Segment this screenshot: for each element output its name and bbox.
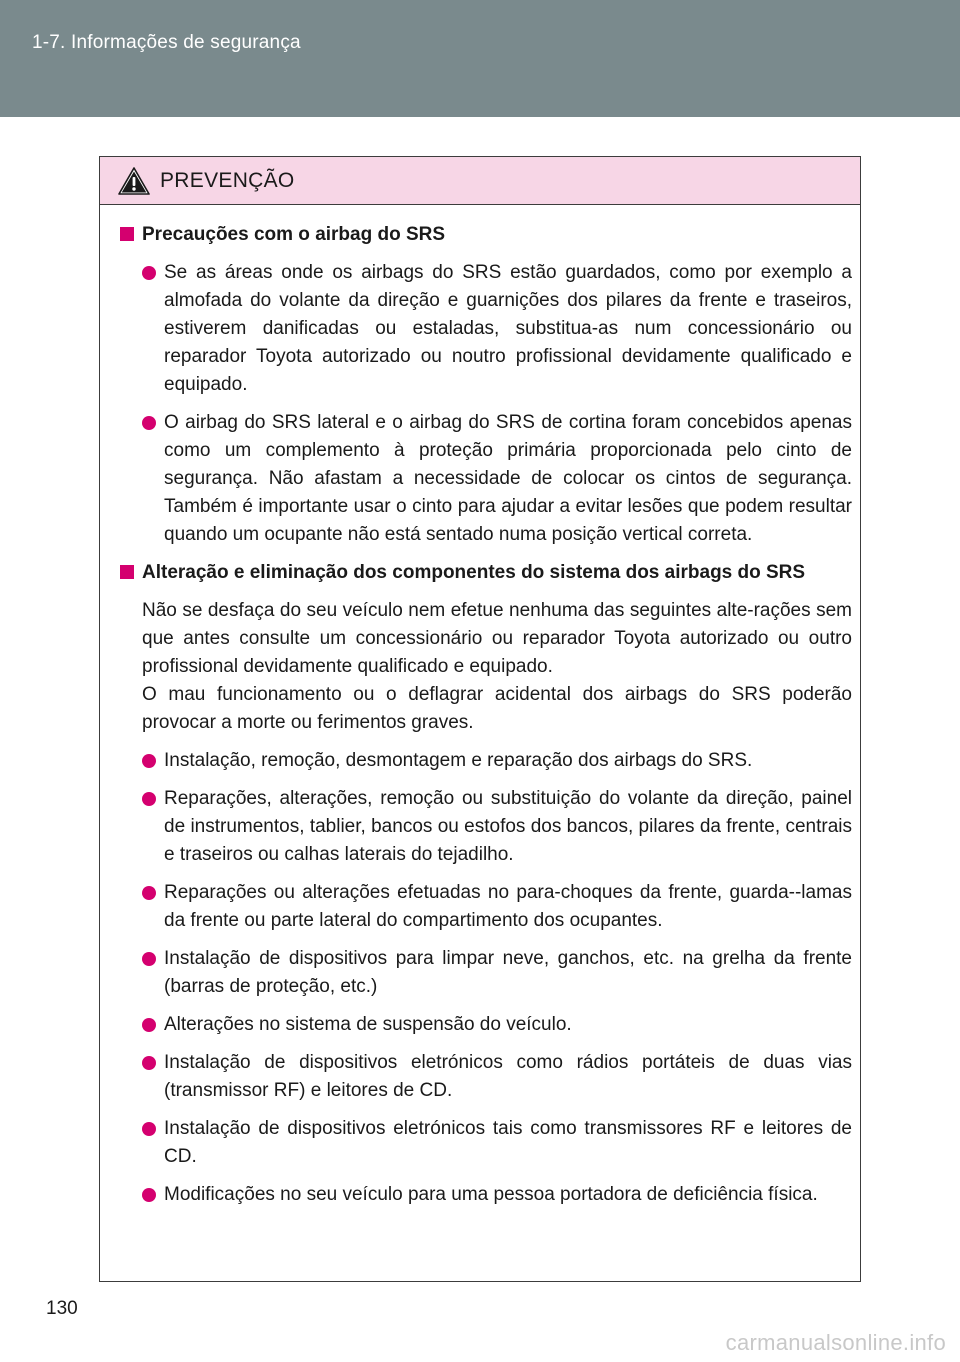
list-item	[120, 785, 852, 869]
paragraph-line: O mau funcionamento ou o deflagrar acidental dos airbags do SRS poderão provocar a morte ou ferimentos graves.	[142, 684, 852, 733]
round-bullet-icon	[142, 266, 156, 280]
round-bullet-icon	[142, 1188, 156, 1202]
warning-box	[99, 156, 861, 1282]
list-item-text: Instalação de dispositivos para limpar neve, ganchos, etc. na grelha da frente (barras de proteção, etc.)	[164, 948, 852, 997]
square-bullet-icon	[120, 227, 134, 241]
paragraph-line: Não se desfaça do seu veículo nem efetue nenhuma das seguintes alte-rações sem que antes consulte um concessionário ou reparador Toyota autorizado ou outro profissional devidamente qualificado e equipado.	[142, 600, 852, 677]
list-item-text: Alterações no sistema de suspensão do veículo.	[164, 1014, 572, 1035]
list-item-text: Instalação de dispositivos eletrónicos tais como transmissores RF e leitores de CD.	[164, 1118, 852, 1167]
round-bullet-icon	[142, 416, 156, 430]
round-bullet-icon	[142, 1056, 156, 1070]
list-item-text: Instalação, remoção, desmontagem e reparação dos airbags do SRS.	[164, 750, 753, 771]
list-item-text: Reparações, alterações, remoção ou substituição do volante da direção, painel de instrumentos, tablier, bancos ou estofos dos bancos, pilares da frente, centrais e traseiros ou calhas laterais do tejadilho.	[164, 788, 852, 865]
round-bullet-icon	[142, 1018, 156, 1032]
watermark: carmanualsonline.info	[725, 1330, 946, 1355]
list-item	[120, 409, 852, 549]
section-heading	[120, 559, 852, 587]
list-item	[120, 1115, 852, 1171]
section-heading	[120, 221, 852, 249]
round-bullet-icon	[142, 792, 156, 806]
list-item	[120, 747, 852, 775]
list-item	[120, 879, 852, 935]
list-item	[120, 945, 852, 1001]
list-item-text: Reparações ou alterações efetuadas no para-choques da frente, guarda--lamas da frente ou parte lateral do compartimento dos ocupantes.	[164, 882, 852, 931]
round-bullet-icon	[142, 952, 156, 966]
list-item	[120, 1049, 852, 1105]
page-number: 130	[46, 1298, 78, 1319]
section-title: 1-7. Informações de segurança	[32, 32, 301, 53]
warning-header	[100, 157, 860, 205]
header-band	[0, 0, 960, 117]
round-bullet-icon	[142, 1122, 156, 1136]
section-heading-text: Precauções com o airbag do SRS	[142, 224, 446, 245]
list-item-text: Instalação de dispositivos eletrónicos como rádios portáteis de duas vias (transmissor RF) e leitores de CD.	[164, 1052, 852, 1101]
list-item	[120, 1181, 852, 1209]
square-bullet-icon	[120, 565, 134, 579]
round-bullet-icon	[142, 886, 156, 900]
list-item-text: Se as áreas onde os airbags do SRS estão guardados, como por exemplo a almofada do volante da direção e guarnições dos pilares da frente e traseiros, estiverem danificadas ou estaladas, substitua-as num concessionário ou reparador Toyota autorizado ou noutro profissional devidamente qualificado e equipado.	[164, 262, 852, 395]
list-item-text: O airbag do SRS lateral e o airbag do SRS de cortina foram concebidos apenas como um complemento à proteção primária proporcionada pelo cinto de segurança. Não afastam a necessidade de colocar os cintos de segurança. Também é importante usar o cinto para ajudar a evitar lesões que podem resultar quando um ocupante não está sentado numa posição vertical correta.	[164, 412, 852, 545]
list-item-text: Modificações no seu veículo para uma pessoa portadora de deficiência física.	[164, 1184, 818, 1205]
warning-triangle-icon	[118, 167, 150, 195]
paragraph	[120, 597, 852, 737]
warning-body	[100, 205, 860, 1209]
round-bullet-icon	[142, 754, 156, 768]
section-heading-text: Alteração e eliminação dos componentes do sistema dos airbags do SRS	[142, 562, 806, 583]
list-item	[120, 1011, 852, 1039]
warning-title: PREVENÇÃO	[160, 168, 295, 192]
list-item	[120, 259, 852, 399]
